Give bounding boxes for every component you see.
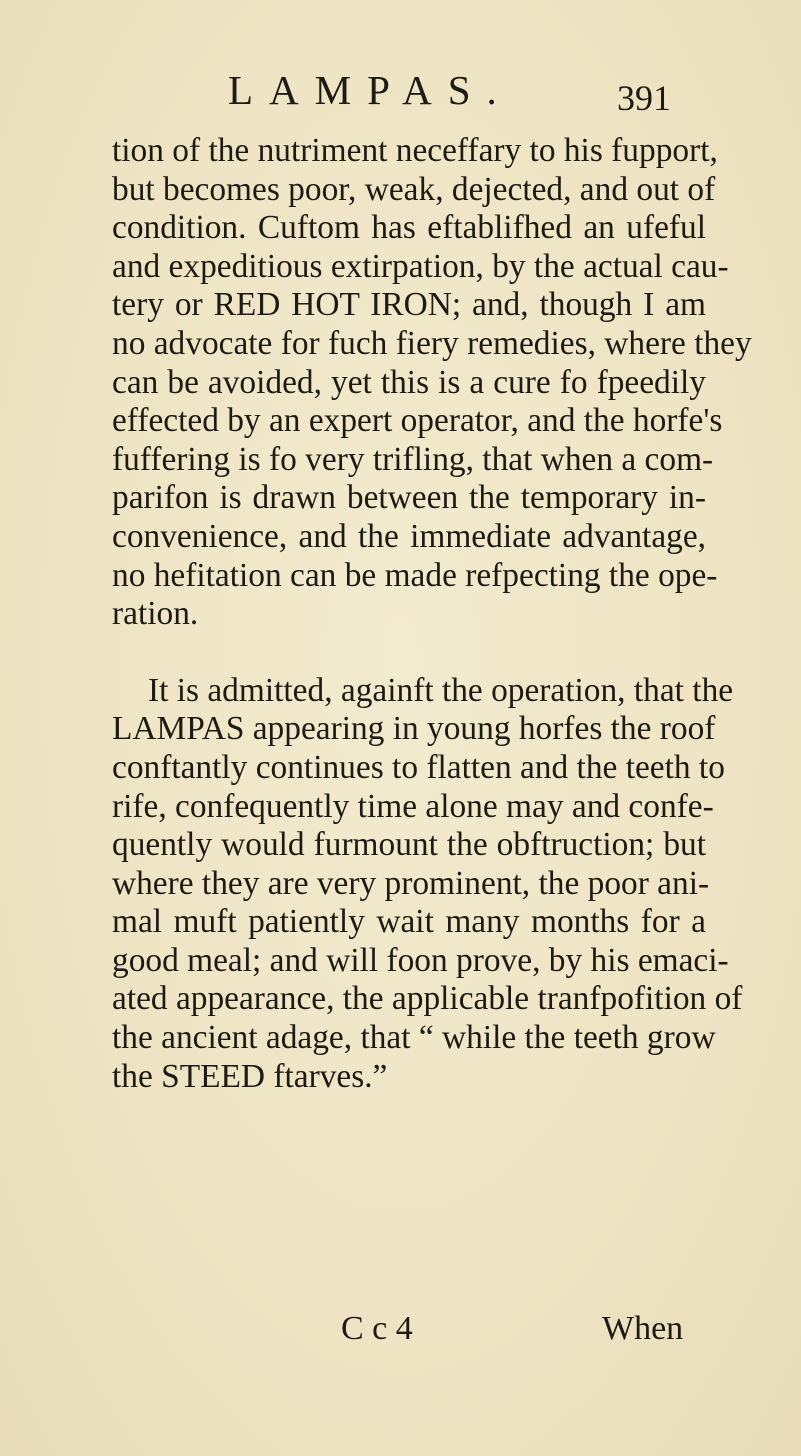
- paragraph-1: [112, 132, 752, 634]
- text-line: ration.: [112, 595, 199, 633]
- text-line: fuffering is fo very trifling, that when a com-: [112, 440, 714, 478]
- text-line: effected by an expert operator, and the horfe's: [112, 402, 723, 440]
- text-line: convenience, and the immediate advantage,: [112, 517, 706, 555]
- text-line: but becomes poor, weak, dejected, and out of: [112, 170, 716, 208]
- text-line: no advocate for fuch fiery remedies, where they: [112, 324, 752, 362]
- catchword: When: [602, 1310, 684, 1347]
- text-line: good meal; and will foon prove, by his emaci-: [112, 941, 729, 979]
- text-line: where they are very prominent, the poor ani-: [112, 864, 710, 902]
- body-text: [112, 132, 752, 1096]
- page-number: 391: [617, 78, 671, 118]
- text-line: rife, confequently time alone may and confe-: [112, 787, 714, 825]
- text-line: tion of the nutriment neceffary to his fupport,: [112, 132, 718, 169]
- text-line: condition. Cuftom has eftablifhed an ufeful: [112, 209, 706, 247]
- text-line: ated appearance, the applicable tranfpofition of: [112, 980, 743, 1018]
- text-line: quently would furmount the obftruction; but: [112, 826, 706, 864]
- text-line: parifon is drawn between the temporary in-: [112, 479, 706, 517]
- paragraph-gap: [112, 634, 706, 672]
- text-line: the STEED ftarves.”: [112, 1057, 388, 1095]
- text-line: conftantly continues to flatten and the teeth to: [112, 748, 725, 786]
- text-line: no hefitation can be made refpecting the ope-: [112, 556, 718, 594]
- running-title: LAMPAS.: [228, 67, 513, 113]
- text-line: LAMPAS appearing in young horfes the roof: [112, 710, 716, 748]
- paragraph-2: [112, 671, 743, 1097]
- text-line: It is admitted, againft the operation, that the: [148, 671, 734, 709]
- text-line: the ancient adage, that “ while the teeth grow: [112, 1019, 716, 1057]
- signature-mark: C c 4: [341, 1310, 413, 1347]
- text-line: and expeditious extirpation, by the actual cau-: [112, 247, 729, 285]
- text-line: tery or RED HOT IRON; and, though I am: [112, 286, 706, 324]
- text-line: can be avoided, yet this is a cure fo fpeedily: [112, 363, 706, 401]
- text-line: mal muft patiently wait many months for a: [112, 903, 706, 941]
- page-footer: [0, 1312, 801, 1352]
